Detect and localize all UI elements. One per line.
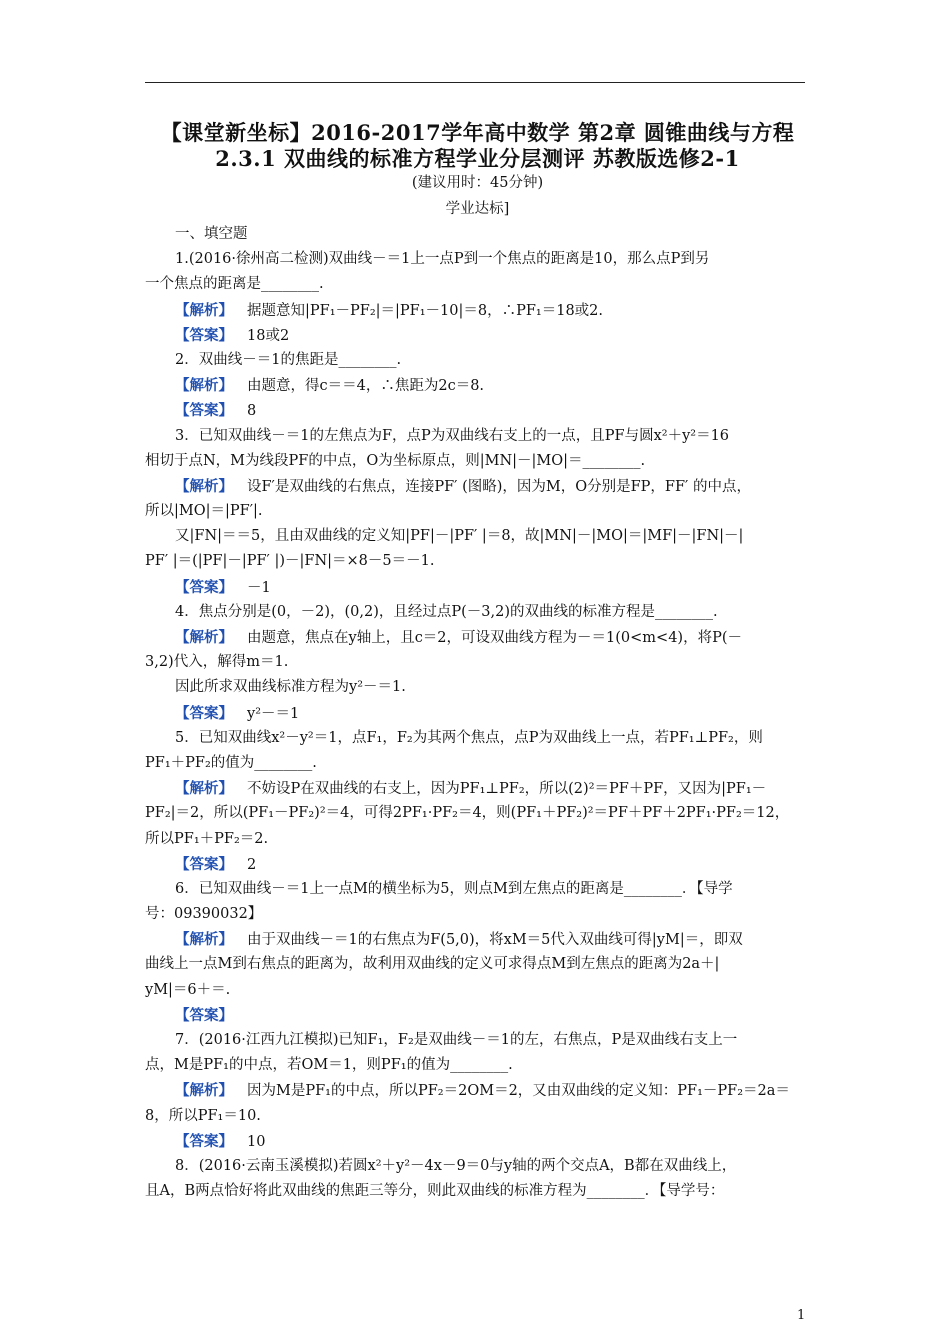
line-text: y²－＝1 — [247, 705, 300, 722]
text-line — [145, 549, 810, 574]
document-body — [145, 222, 810, 1204]
text-line — [145, 1053, 810, 1078]
text-line — [145, 222, 810, 247]
text-line — [145, 1003, 810, 1028]
answer-tag: 【答案】 — [175, 855, 233, 873]
text-line — [145, 474, 810, 499]
text-line — [145, 675, 810, 700]
line-text: 不妨设P在双曲线的右支上，因为PF₁⊥PF₂，所以(2)²＝PF＋PF，又因为|PF₁－ — [247, 781, 767, 798]
text-line — [145, 952, 810, 977]
line-text: 由题意，得c＝＝4，∴焦距为2c＝8. — [247, 378, 485, 395]
document-title-line-1: 【课堂新坐标】2016-2017学年高中数学 第2章 圆锥曲线与方程 — [160, 120, 795, 145]
analysis-tag: 【解析】 — [175, 377, 233, 395]
analysis-tag: 【解析】 — [175, 477, 233, 495]
text-line — [145, 272, 810, 297]
line-text: 所以|MO|＝|PF′|. — [145, 503, 263, 520]
line-text: 5．已知双曲线x²－y²＝1，点F₁，F₂为其两个焦点，点P为双曲线上一点，若PF₁⊥PF₂，则 — [175, 729, 763, 746]
text-line — [145, 499, 810, 524]
text-line — [145, 852, 810, 877]
line-text: 相切于点N，M为线段PF的中点，O为坐标原点，则|MN|－|MO|＝________. — [145, 452, 646, 469]
analysis-tag: 【解析】 — [175, 931, 233, 949]
line-text: yM|＝6＋＝. — [145, 981, 231, 998]
section-label: 学业达标] — [445, 201, 510, 217]
time-note: (建议用时：45分钟) — [411, 175, 544, 191]
line-text: 6．已知双曲线－＝1上一点M的横坐标为5，则点M到左焦点的距离是________．【导学 — [175, 880, 733, 897]
line-text: PF₂|＝2，所以(PF₁－PF₂)²＝4，可得2PF₁·PF₂＝4，则(PF₁＋PF₂)²＝PF＋PF＋2PF₁·PF₂＝12， — [145, 805, 790, 822]
line-text: 7．(2016·江西九江模拟)已知F₁，F₂是双曲线－＝1的左，右焦点，P是双曲线右支上一 — [175, 1032, 738, 1048]
text-line — [145, 449, 810, 474]
text-line — [145, 398, 810, 423]
line-text: 18或2 — [247, 327, 290, 344]
text-line — [145, 1104, 810, 1129]
text-line — [145, 1028, 810, 1053]
line-text: 3,2)代入，解得m＝1. — [145, 654, 289, 671]
text-line — [145, 625, 810, 650]
document-page — [145, 120, 810, 1204]
text-line — [145, 751, 810, 776]
text-line — [145, 1179, 810, 1204]
line-text: 又|FN|＝＝5，且由双曲线的定义知|PF|－|PF′ |＝8，故|MN|－|MO|＝|MF|－|FN|－| — [175, 528, 744, 545]
line-text: 8，所以PF₁＝10. — [145, 1107, 261, 1124]
header-rule — [145, 82, 805, 83]
analysis-tag: 【解析】 — [175, 780, 233, 798]
text-line — [145, 1154, 810, 1179]
line-text: 点，M是PF₁的中点，若OM＝1，则PF₁的值为________. — [145, 1057, 513, 1074]
line-text: 2．双曲线－＝1的焦距是________. — [175, 351, 402, 368]
line-text: 3．已知双曲线－＝1的左焦点为F，点P为双曲线右支上的一点，且PF与圆x²＋y²＝16 — [175, 427, 730, 444]
line-text: 因此所求双曲线标准方程为y²－＝1. — [175, 679, 406, 696]
text-line — [145, 801, 810, 826]
analysis-tag: 【解析】 — [175, 301, 233, 319]
line-text: 1.(2016·徐州高二检测)双曲线－＝1上一点P到一个焦点的距离是10，那么点P到另 — [175, 251, 710, 268]
text-line — [145, 978, 810, 1003]
line-text: 10 — [247, 1133, 266, 1150]
text-line — [145, 575, 810, 600]
line-text: 设F′是双曲线的右焦点，连接PF′ (图略)，因为M，O分别是FP，FF′ 的中点， — [247, 478, 751, 495]
analysis-tag: 【解析】 — [175, 629, 233, 646]
text-line — [145, 424, 810, 449]
line-text: 因为M是PF₁的中点，所以PF₂＝2OM＝2，又由双曲线的定义知：PF₁－PF₂＝2a＝ — [247, 1083, 790, 1100]
text-line — [145, 1129, 810, 1154]
text-line — [145, 726, 810, 751]
text-line — [145, 373, 810, 398]
line-text: 由题意，焦点在y轴上，且c＝2，可设双曲线方程为－＝1(0<m<4)，将P(－ — [247, 630, 742, 646]
text-line — [145, 348, 810, 373]
text-line — [145, 600, 810, 625]
text-line — [145, 524, 810, 549]
line-text: 据题意知|PF₁－PF₂|＝|PF₁－10|＝8，∴PF₁＝18或2. — [247, 302, 604, 319]
text-line — [145, 247, 810, 272]
answer-tag: 【答案】 — [175, 326, 233, 344]
line-text: PF₁＋PF₂的值为________. — [145, 754, 317, 771]
page-number: 1 — [797, 1308, 806, 1323]
answer-tag: 【答案】 — [175, 402, 233, 420]
analysis-tag: 【解析】 — [175, 1082, 233, 1100]
line-text: 8．(2016·云南玉溪模拟)若圆x²＋y²－4x－9＝0与y轴的两个交点A，B都在双曲线上， — [175, 1157, 737, 1174]
line-text: 曲线上一点M到右焦点的距离为，故利用双曲线的定义可求得点M到左焦点的距离为2a＋| — [145, 956, 720, 973]
line-text: 8 — [247, 403, 257, 420]
text-line — [145, 650, 810, 675]
line-text: 4．焦点分别是(0，－2)，(0,2)，且经过点P(－3,2)的双曲线的标准方程是________. — [175, 603, 718, 620]
line-text: 2 — [247, 856, 257, 873]
text-line — [145, 701, 810, 726]
line-text: －1 — [247, 579, 271, 596]
line-text: 一个焦点的距离是________. — [145, 276, 324, 293]
answer-tag: 【答案】 — [175, 1006, 233, 1024]
line-text: PF′ |＝(|PF|－|PF′ |)－|FN|＝×8－5＝－1. — [145, 553, 435, 570]
line-text: 且A，B两点恰好将此双曲线的焦距三等分，则此双曲线的标准方程为________．【导学号： — [145, 1183, 725, 1200]
text-line — [145, 1078, 810, 1103]
line-text: 一、填空题 — [175, 226, 248, 242]
answer-tag: 【答案】 — [175, 704, 233, 722]
text-line — [145, 902, 810, 927]
answer-tag: 【答案】 — [175, 1132, 233, 1150]
text-line — [145, 927, 810, 952]
line-text: 所以PF₁＋PF₂＝2. — [145, 830, 269, 847]
text-line — [145, 298, 810, 323]
text-line — [145, 827, 810, 852]
text-line — [145, 323, 810, 348]
line-text: 号：09390032】 — [145, 906, 263, 923]
document-title-line-2: 2.3.1 双曲线的标准方程学业分层测评 苏教版选修2-1 — [215, 146, 740, 171]
text-line — [145, 776, 810, 801]
line-text: 由于双曲线－＝1的右焦点为F(5,0)，将xM＝5代入双曲线可得|yM|＝，即双 — [247, 932, 743, 949]
answer-tag: 【答案】 — [175, 578, 233, 596]
text-line — [145, 877, 810, 902]
